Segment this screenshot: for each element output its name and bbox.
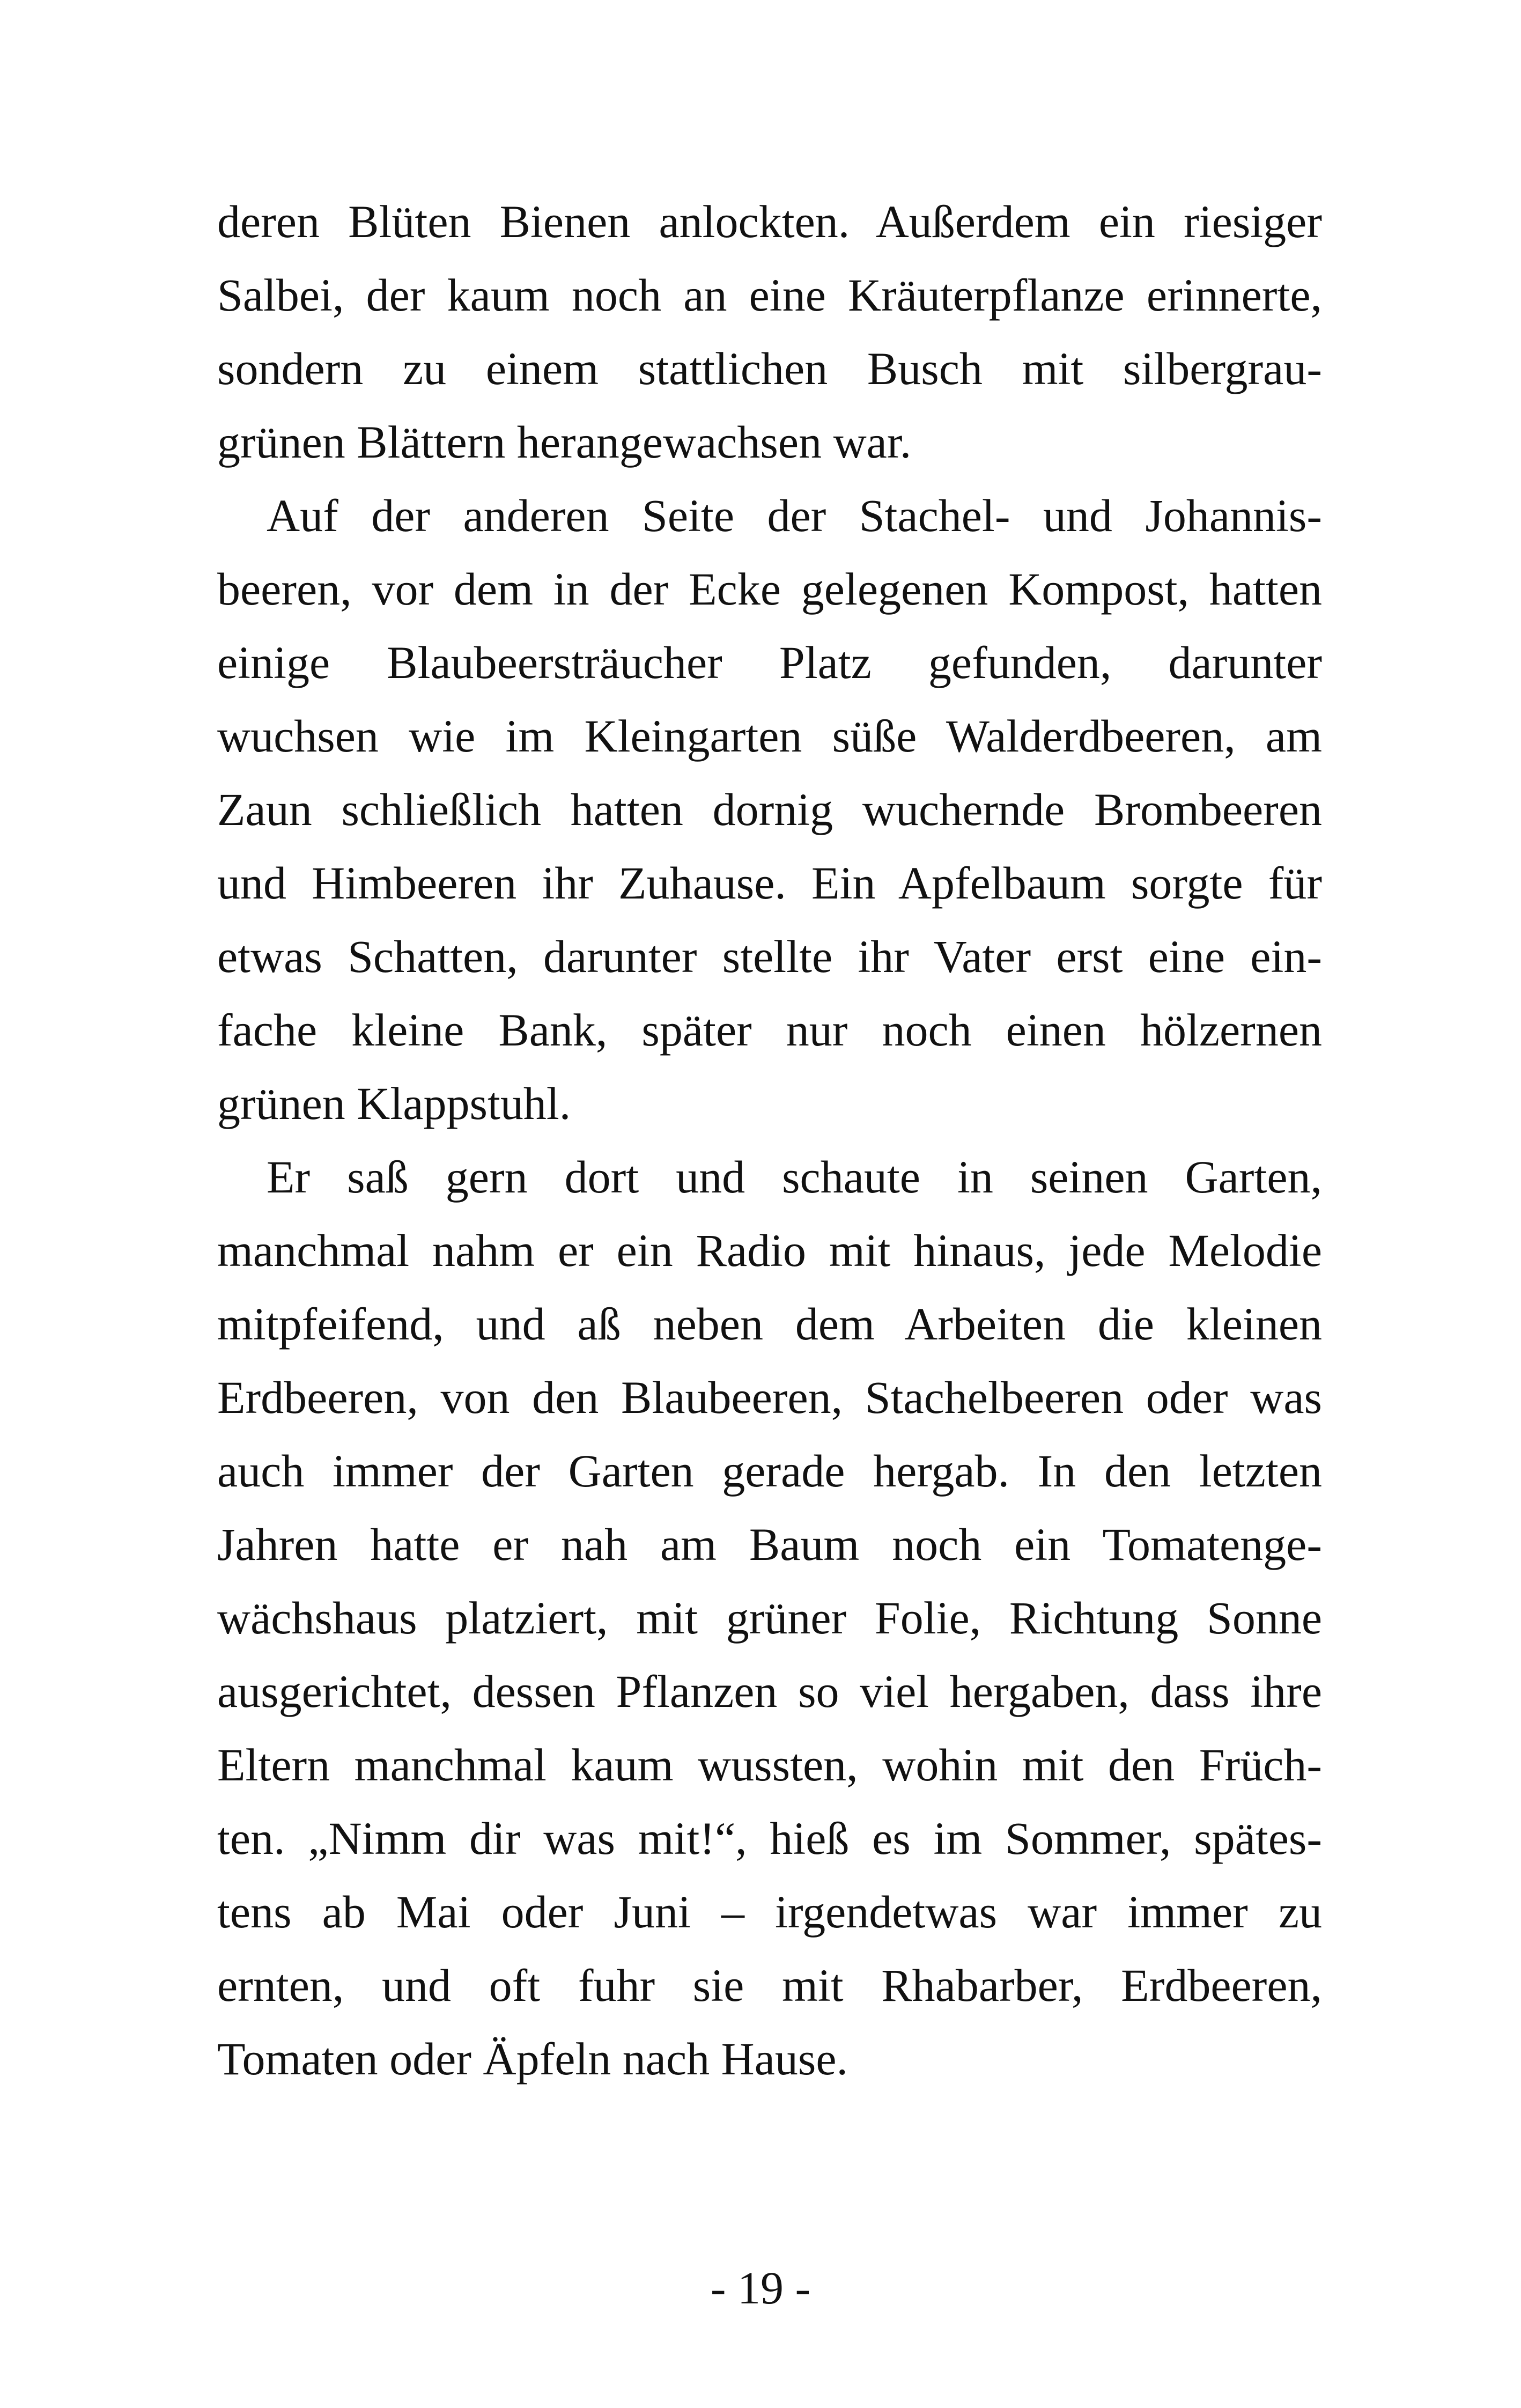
text-line: Salbei, der kaum noch an eine Kräuterpflanze erinnerte, bbox=[217, 269, 1322, 321]
text-line: Er saß gern dort und schaute in seinen Garten, bbox=[267, 1151, 1322, 1203]
text-line: grünen Klappstuhl. bbox=[217, 1078, 571, 1129]
text-line: fache kleine Bank, später nur noch einen hölzernen bbox=[217, 1004, 1322, 1056]
text-line: ausgerichtet, dessen Pflanzen so viel hergaben, dass ihre bbox=[217, 1666, 1322, 1717]
text-line: Tomaten oder Äpfeln nach Hause. bbox=[217, 2033, 848, 2085]
text-line: beeren, vor dem in der Ecke gelegenen Kompost, hatten bbox=[217, 563, 1322, 615]
text-line: einige Blaubeersträucher Platz gefunden, darunter bbox=[217, 637, 1322, 688]
text-line: wächshaus platziert, mit grüner Folie, Richtung Sonne bbox=[217, 1592, 1322, 1644]
text-line: etwas Schatten, darunter stellte ihr Vater erst eine ein- bbox=[217, 931, 1322, 982]
body-text bbox=[217, 185, 1322, 2096]
text-line: ten. „Nimm dir was mit!“, hieß es im Sommer, spätes- bbox=[217, 1813, 1322, 1864]
paragraph-2 bbox=[217, 479, 1322, 1140]
text-line: Zaun schließlich hatten dornig wuchernde Brombeeren bbox=[217, 784, 1322, 835]
text-line: mitpfeifend, und aß neben dem Arbeiten die kleinen bbox=[217, 1298, 1322, 1350]
page-number: - 19 - bbox=[710, 2262, 811, 2314]
text-line: deren Blüten Bienen anlockten. Außerdem ein riesiger bbox=[217, 196, 1322, 247]
text-line: auch immer der Garten gerade hergab. In den letzten bbox=[217, 1445, 1322, 1497]
text-line: Auf der anderen Seite der Stachel- und Johannis- bbox=[267, 490, 1322, 541]
text-line: wuchsen wie im Kleingarten süße Walderdbeeren, am bbox=[217, 710, 1322, 762]
text-line: ernten, und oft fuhr sie mit Rhabarber, Erdbeeren, bbox=[217, 1960, 1322, 2011]
text-line: Eltern manchmal kaum wussten, wohin mit den Früch- bbox=[217, 1739, 1322, 1791]
text-line: Erdbeeren, von den Blaubeeren, Stachelbeeren oder was bbox=[217, 1372, 1322, 1423]
text-line: und Himbeeren ihr Zuhause. Ein Apfelbaum sorgte für bbox=[217, 857, 1322, 909]
text-line: tens ab Mai oder Juni – irgendetwas war immer zu bbox=[217, 1886, 1322, 1938]
text-line: Jahren hatte er nah am Baum noch ein Tomatenge- bbox=[217, 1519, 1322, 1570]
text-line: manchmal nahm er ein Radio mit hinaus, jede Melodie bbox=[217, 1225, 1322, 1276]
text-line: grünen Blättern herangewachsen war. bbox=[217, 416, 912, 468]
paragraph-1 bbox=[217, 185, 1322, 479]
paragraph-3 bbox=[217, 1140, 1322, 2096]
text-line: sondern zu einem stattlichen Busch mit silbergrau- bbox=[217, 343, 1322, 394]
